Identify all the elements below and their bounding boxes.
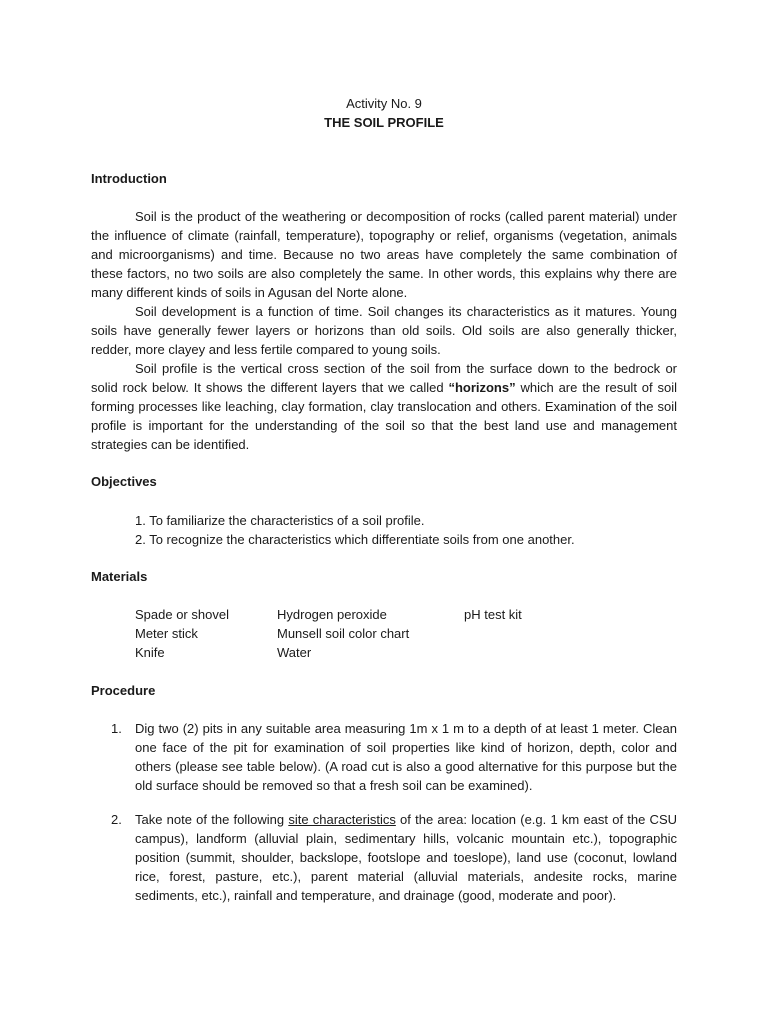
objectives-list: [135, 511, 677, 549]
step-number: 1.: [111, 721, 122, 736]
objective-item: 2. To recognize the characteristics which differentiate soils from one another.: [135, 532, 575, 547]
material-item: pH test kit: [464, 607, 522, 622]
step-text: [135, 810, 677, 905]
introduction-paragraph-1: Soil is the product of the weathering or decomposition of rocks (called parent material) under the influence of climate (rainfall, temperature), topography or relief, organisms (vegetation, animals and microorganisms) and time. Because no two areas have completely the same combination of these factors, no two soils are also completely the same. In other words, this explains why there are many different kinds of soils in Agusan del Norte alone.: [91, 209, 677, 300]
materials-row: [135, 624, 677, 643]
material-item: Hydrogen peroxide: [277, 607, 387, 622]
introduction-paragraph-3: [91, 359, 677, 454]
materials-heading: Materials: [91, 569, 148, 584]
material-item: Meter stick: [135, 626, 198, 641]
paragraph-3-text-start: Soil profile is the vertical cross section of the soil from the surface down to the bedrock or solid rock below. It shows the different layers that we called: [91, 361, 677, 395]
step-number: 2.: [111, 812, 122, 827]
title-block: [91, 94, 677, 132]
materials-row: [135, 605, 677, 624]
step-text-end: of the area: location (e.g. 1 km east of the CSU campus), landform (alluvial plain, sedimentary hills, volcanic mountain etc.), topographic position (summit, shoulder, backslope, footslope and toeslope), land use (coconut, lowland rice, forest, pasture, etc.), parent material (alluvial materials, andesite rocks, marine sediments, etc.), rainfall and temperature, and drainage (good, moderate and poor).: [135, 812, 678, 903]
objective-item: 1. To familiarize the characteristics of a soil profile.: [135, 513, 425, 528]
introduction-heading: Introduction: [91, 171, 167, 186]
document-title: THE SOIL PROFILE: [324, 115, 444, 130]
introduction-paragraph-2: Soil development is a function of time. Soil changes its characteristics as it matures. Young soils have generally fewer layers or horizons than old soils. Old soils are also generally thicker, redder, more clayey and less fertile compared to young soils.: [91, 304, 677, 357]
step-text-start: Take note of the following: [135, 812, 289, 827]
materials-row: [135, 643, 677, 662]
objectives-heading: Objectives: [91, 474, 157, 489]
paragraph-3-text-end: which are the result of soil forming processes like leaching, clay formation, clay translocation and others. Examination of the soil profile is important for the understanding of the soil so that the best land use and management strategies can be identified.: [91, 380, 677, 452]
procedure-heading: Procedure: [91, 683, 156, 698]
material-item: Munsell soil color chart: [277, 626, 410, 641]
material-item: Water: [277, 645, 312, 660]
site-characteristics-term: site characteristics: [288, 812, 396, 827]
document-page: [91, 0, 677, 1024]
activity-number: Activity No. 9: [346, 96, 422, 111]
step-text: [135, 719, 677, 795]
step-text-main: Dig two (2) pits in any suitable area measuring 1m x 1 m to a depth of at least 1 meter. Clean one face of the pit for examination of soil properties like kind of horizon, depth, color and others (please see table below). (A road cut is also a good alternative for this purpose but the old surface should be removed so that a fresh soil can be examined).: [135, 721, 677, 793]
materials-table: [135, 605, 677, 662]
horizons-term: “horizons”: [448, 380, 516, 395]
material-item: Spade or shovel: [135, 607, 229, 622]
material-item: Knife: [135, 645, 165, 660]
